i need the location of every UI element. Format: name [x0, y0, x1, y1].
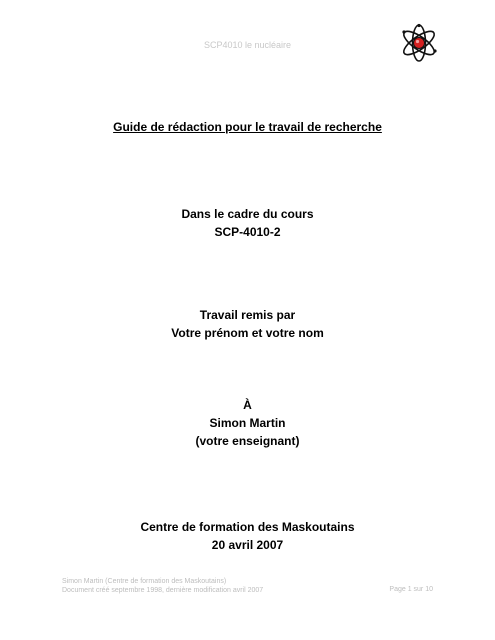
document-date: 20 avril 2007 — [211, 538, 284, 552]
teacher-block — [0, 396, 495, 450]
footer-author: Simon Martin (Centre de formation des Maskoutains) — [62, 578, 227, 585]
page-number: Page 1 sur 10 — [389, 586, 433, 593]
submitted-block — [0, 306, 495, 342]
center-block — [0, 518, 495, 554]
course-intro: Dans le cadre du cours — [181, 207, 314, 221]
page-header: SCP4010 le nucléaire — [203, 40, 292, 50]
submitted-by-label: Travail remis par — [199, 308, 296, 322]
teacher-name: Simon Martin — [209, 416, 286, 430]
atom-icon — [398, 22, 440, 64]
center-name: Centre de formation des Maskoutains — [140, 520, 355, 534]
course-block — [0, 205, 495, 241]
to-label: À — [243, 398, 252, 412]
page-footer — [62, 577, 263, 595]
teacher-role: (votre enseignant) — [195, 434, 300, 448]
course-code: SCP-4010-2 — [214, 225, 281, 239]
footer-document-info: Document créé septembre 1998, dernière modification avril 2007 — [62, 587, 264, 594]
document-title: Guide de rédaction pour le travail de recherche — [113, 120, 382, 134]
student-name: Votre prénom et votre nom — [171, 326, 324, 340]
